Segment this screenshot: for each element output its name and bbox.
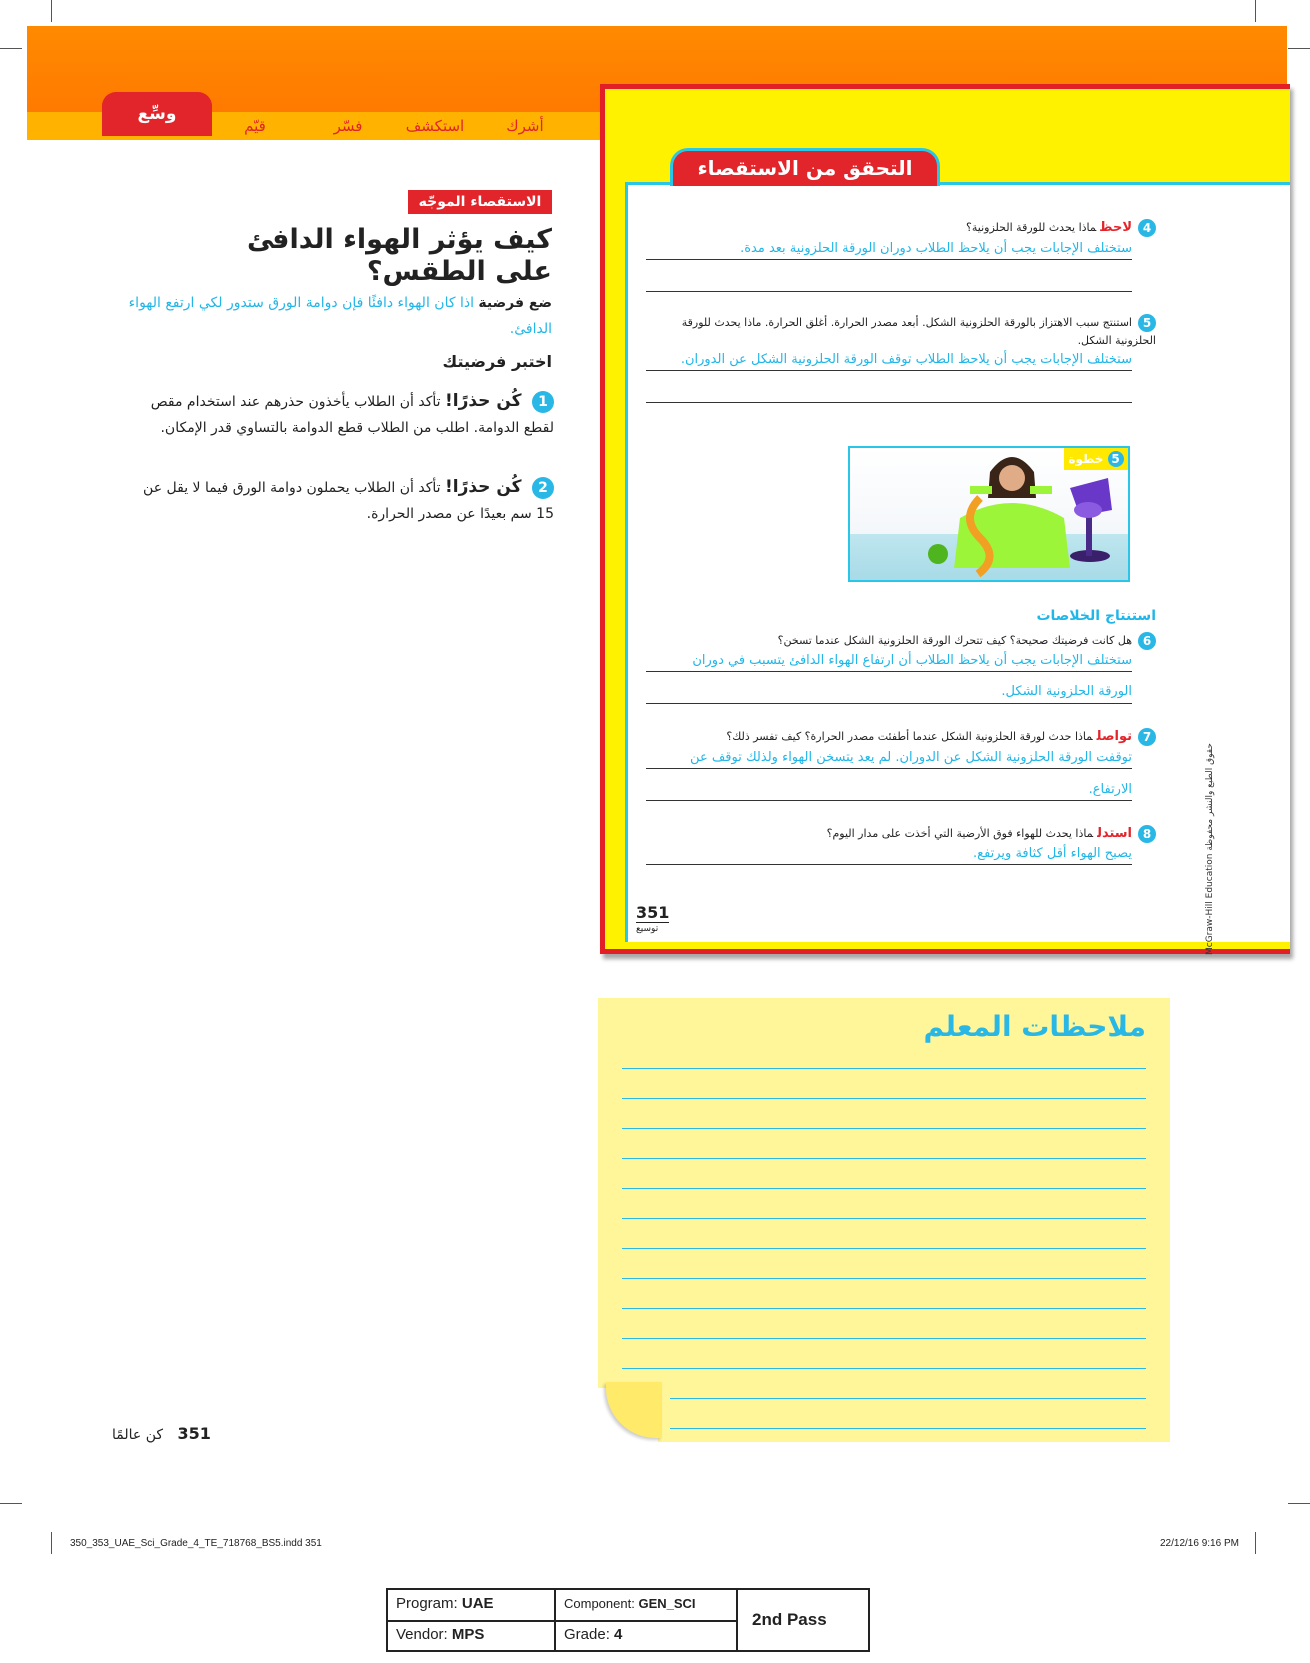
step-1-label: كُن حذرًا!: [445, 391, 522, 411]
crop-mark: [0, 1503, 22, 1504]
component-value: GEN_SCI: [638, 1596, 696, 1611]
file-slug: 350_353_UAE_Sci_Grade_4_TE_718768_BS5.indd 351: [70, 1538, 322, 1549]
vendor-value: MPS: [451, 1626, 485, 1643]
question-4-number: 4: [1138, 219, 1156, 237]
answer-line: [646, 291, 1132, 292]
question-5-number: 5: [1138, 314, 1156, 332]
notes-line: [670, 1398, 1146, 1399]
hypothesis-label: ضع فرضية: [478, 295, 552, 311]
question-7-text: ماذا حدث لورقة الحلزونية الشكل عندما أطفئت مصدر الحرارة؟ كيف تفسر ذلك؟: [726, 730, 1093, 743]
component-label: Component:: [564, 1596, 635, 1611]
notes-line: [622, 1098, 1146, 1099]
crop-mark: [1255, 0, 1256, 22]
tab-explain[interactable]: فسّر: [333, 117, 363, 135]
tab-extend-active[interactable]: وسِّع: [102, 92, 212, 136]
crop-mark: [1288, 48, 1310, 49]
vendor-label: Vendor:: [396, 1626, 448, 1643]
notes-line: [670, 1428, 1146, 1429]
hypothesis-text: اذا كان الهواء دافئًا فإن دوامة الورق ستدور لكي ارتفع الهواء الدافئ.: [128, 295, 552, 337]
answer-line: [646, 864, 1132, 865]
proof-divider: [554, 1590, 556, 1650]
teacher-footer-label: كن عالمًا: [112, 1427, 164, 1443]
question-7-number: 7: [1138, 728, 1156, 746]
notes-line: [622, 1188, 1146, 1189]
grade-value: 4: [614, 1626, 623, 1643]
vendor-field: [396, 1626, 484, 1643]
tab-explore[interactable]: استكشف: [405, 117, 465, 135]
step-1-text: تأكد أن الطلاب يأخذون حذرهم عند استخدام مقص لقطع الدوامة. اطلب من الطلاب قطع الدوامة بالتساوي قدر الإمكان.: [150, 394, 554, 436]
question-6-number: 6: [1138, 632, 1156, 650]
program-field: [396, 1595, 494, 1612]
notes-line: [622, 1218, 1146, 1219]
crop-mark: [51, 0, 52, 22]
step-1-number: 1: [532, 391, 554, 413]
teacher-notes-panel: [598, 998, 1170, 1442]
crop-mark: [1255, 1532, 1256, 1554]
photo-step-tag: [1064, 448, 1128, 470]
component-field: [564, 1596, 696, 1611]
notes-line: [622, 1308, 1146, 1309]
results-heading: استنتاج الخلاصات: [1036, 608, 1156, 624]
grade-field: [564, 1626, 622, 1643]
photo-step-label: خطوة: [1068, 452, 1104, 466]
answer-5: ستختلف الإجابات يجب أن يلاحظ الطلاب توقف الورقة الحلزونية الشكل عن الدوران.: [680, 352, 1132, 367]
question-8: [660, 825, 1156, 843]
answer-7: توقفت الورقة الحلزونية الشكل عن الدوران. لم يعد يتسخن الهواء ولذلك توقف عن: [690, 750, 1132, 765]
question-4-keyword: لاحظ: [1100, 220, 1132, 235]
program-label: Program:: [396, 1595, 458, 1612]
answer-7-continued: الارتفاع.: [1088, 782, 1132, 797]
step-2-text: تأكد أن الطلاب يحملون دوامة الورق فيما لا يقل عن 15 سم بعيدًا عن مصدر الحرارة.: [143, 480, 554, 522]
print-datetime: 22/12/16 9:16 PM: [1160, 1538, 1239, 1549]
question-5-text: استنتج سبب الاهتزاز بالورقة الحلزونية الشكل. أبعد مصدر الحرارة. أغلق الحرارة. ماذا يحدث للورقة الحلزونية الشكل.: [681, 316, 1156, 347]
pass-status: 2nd Pass: [752, 1610, 827, 1629]
step-2: [130, 474, 554, 527]
notes-line: [622, 1128, 1146, 1129]
answer-4: ستختلف الإجابات يجب أن يلاحظ الطلاب دوران الورقة الحلزونية بعد مدة.: [740, 241, 1132, 256]
notes-line: [622, 1248, 1146, 1249]
notes-line: [622, 1158, 1146, 1159]
answer-6: ستختلف الإجابات يجب أن يلاحظ الطلاب أن ارتفاع الهواء الدافئ يتسبب في دوران: [692, 653, 1132, 668]
notes-line: [622, 1338, 1146, 1339]
grade-label: Grade:: [564, 1626, 610, 1643]
answer-line: [646, 259, 1132, 260]
answer-line: [646, 768, 1132, 769]
step-2-number: 2: [532, 477, 554, 499]
answer-line: [646, 703, 1132, 704]
tab-evaluate[interactable]: قيّم: [244, 117, 266, 135]
program-value: UAE: [461, 1595, 494, 1612]
notes-line: [622, 1278, 1146, 1279]
question-8-number: 8: [1138, 825, 1156, 843]
question-7: [660, 728, 1156, 746]
question-8-text: ماذا يحدث للهواء فوق الأرضية التي أخذت على مدار اليوم؟: [826, 827, 1094, 840]
proof-info-box: [386, 1588, 870, 1652]
copyright-credit: McGraw-Hill Education حقوق الطبع والنشر محفوظة: [1205, 743, 1215, 955]
hypothesis: [120, 290, 552, 342]
teacher-page-footer: [112, 1424, 211, 1443]
experiment-photo: [848, 446, 1130, 582]
crop-mark: [0, 48, 22, 49]
answer-8: يصبح الهواء أقل كثافة ويرتفع.: [973, 846, 1132, 861]
page-title: كيف يؤثر الهواء الدافئ على الطقس؟: [247, 224, 552, 287]
answer-line: [646, 370, 1132, 371]
question-4: [660, 219, 1156, 237]
crop-mark: [1288, 1503, 1310, 1504]
teacher-page-number: 351: [177, 1424, 211, 1443]
question-5: [660, 314, 1156, 350]
step-1: [130, 388, 554, 441]
teacher-notes-title: ملاحظات المعلم: [923, 1010, 1146, 1043]
answer-line: [646, 800, 1132, 801]
tab-engage[interactable]: أشرك: [506, 117, 544, 135]
question-8-keyword: استدل: [1097, 826, 1132, 841]
question-6-text: هل كانت فرضيتك صحيحة؟ كيف تتحرك الورقة الحلزونية الشكل عندما تسخن؟: [777, 634, 1132, 647]
proof-divider: [736, 1590, 738, 1650]
answer-line: [646, 402, 1132, 403]
section-title: التحقق من الاستقصاء: [670, 148, 940, 186]
question-4-text: ماذا يحدث للورقة الحلزونية؟: [966, 221, 1097, 234]
answer-6-continued: الورقة الحلزونية الشكل.: [1001, 684, 1132, 699]
step-2-label: كُن حذرًا!: [445, 477, 522, 497]
proof-divider: [388, 1620, 736, 1622]
crop-mark: [51, 1532, 52, 1554]
inquiry-label: الاستقصاء الموجّه: [408, 190, 552, 214]
student-page-number: 351: [636, 903, 670, 922]
test-heading: اختبر فرضيتك: [442, 352, 552, 371]
notes-line: [622, 1368, 1146, 1369]
answer-line: [646, 671, 1132, 672]
notes-line: [622, 1068, 1146, 1069]
photo-step-number: 5: [1108, 451, 1124, 467]
student-page-label: توسيع: [636, 924, 659, 934]
question-7-keyword: تواصل: [1096, 729, 1132, 744]
question-6: [660, 632, 1156, 650]
